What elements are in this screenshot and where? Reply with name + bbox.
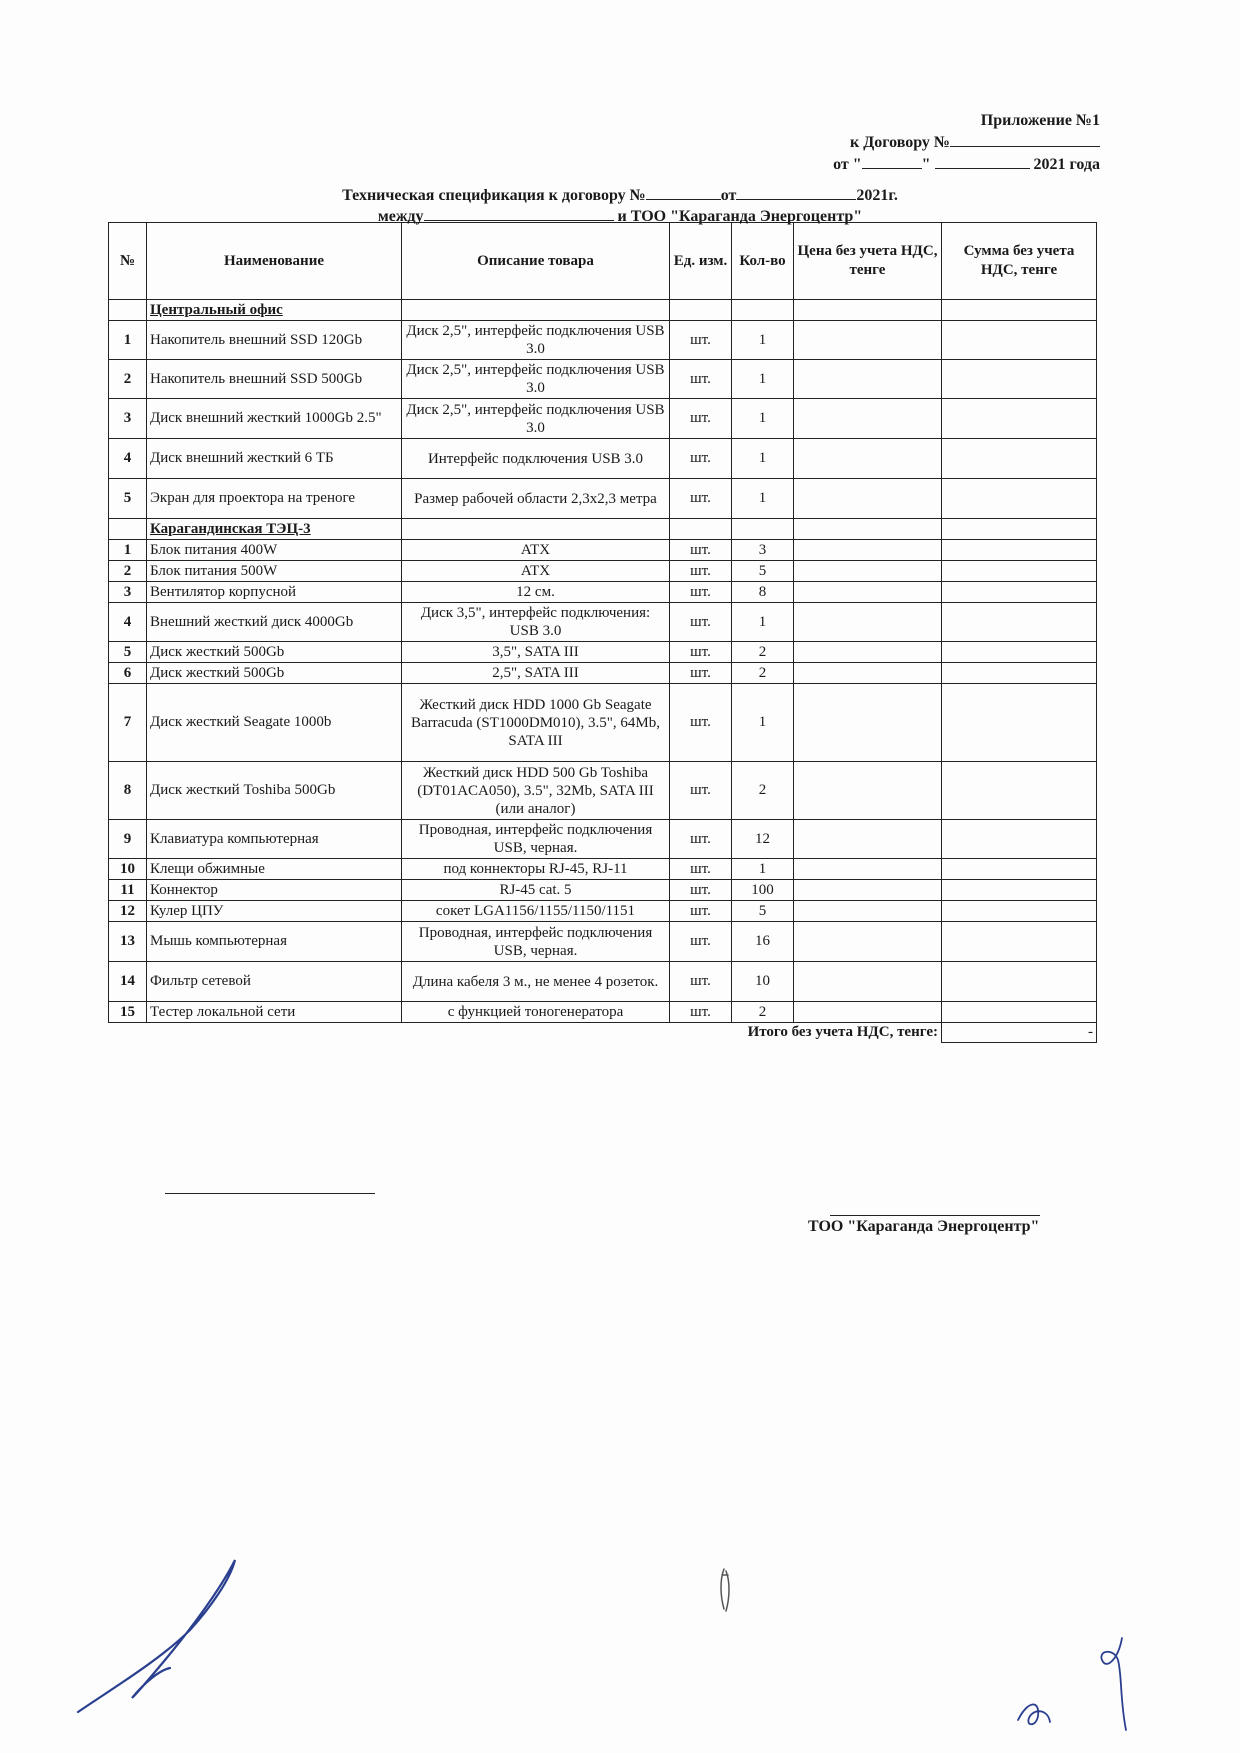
item-description: Диск 2,5", интерфейс подключения USB 3.0 <box>402 360 670 399</box>
item-name: Фильтр сетевой <box>147 962 402 1002</box>
item-price <box>794 642 942 663</box>
title-line-2: между и ТОО "Караганда Энергоцентр" <box>377 208 863 225</box>
contract-date: от " " 2021 года <box>833 156 1100 173</box>
item-sum <box>942 663 1097 684</box>
item-sum <box>942 561 1097 582</box>
row-number: 2 <box>109 360 147 399</box>
item-sum <box>942 642 1097 663</box>
table-row <box>109 399 1097 439</box>
item-name: Клавиатура компьютерная <box>147 820 402 859</box>
item-price <box>794 684 942 762</box>
signature-company: ТОО "Караганда Энергоцентр" <box>808 1218 1040 1235</box>
row-number: 7 <box>109 684 147 762</box>
item-name: Мышь компьютерная <box>147 922 402 962</box>
item-quantity: 12 <box>732 820 794 859</box>
item-unit: шт. <box>670 603 732 642</box>
item-unit: шт. <box>670 479 732 519</box>
item-description: 3,5", SATA III <box>402 642 670 663</box>
item-sum <box>942 439 1097 479</box>
table-row <box>109 962 1097 1002</box>
table-row <box>109 820 1097 859</box>
item-name: Диск внешний жесткий 1000Gb 2.5" <box>147 399 402 439</box>
row-number: 5 <box>109 642 147 663</box>
item-quantity: 1 <box>732 603 794 642</box>
item-sum <box>942 321 1097 360</box>
item-quantity: 10 <box>732 962 794 1002</box>
item-description: ATX <box>402 561 670 582</box>
total-row <box>109 1023 1097 1043</box>
item-price <box>794 820 942 859</box>
item-quantity: 3 <box>732 540 794 561</box>
item-sum <box>942 479 1097 519</box>
item-description: под коннекторы RJ-45, RJ-11 <box>402 859 670 880</box>
item-price <box>794 321 942 360</box>
section-empty-cell <box>670 300 732 321</box>
row-number: 5 <box>109 479 147 519</box>
table-row <box>109 439 1097 479</box>
table-header-row <box>109 223 1097 300</box>
item-sum <box>942 1002 1097 1023</box>
item-name: Диск жесткий Toshiba 500Gb <box>147 762 402 820</box>
item-quantity: 2 <box>732 762 794 820</box>
section-num-cell <box>109 519 147 540</box>
item-name: Вентилятор корпусной <box>147 582 402 603</box>
row-number: 3 <box>109 582 147 603</box>
item-quantity: 2 <box>732 642 794 663</box>
contract-reference: к Договору № <box>833 132 1100 154</box>
item-price <box>794 1002 942 1023</box>
item-quantity: 1 <box>732 479 794 519</box>
item-sum <box>942 360 1097 399</box>
initial-mark-center <box>710 1565 740 1615</box>
section-row <box>109 519 1097 540</box>
title-line-1: Техническая спецификация к договору № от 2021г. <box>342 187 898 204</box>
item-unit: шт. <box>670 762 732 820</box>
date-month-blank <box>935 154 1030 169</box>
section-title: Карагандинская ТЭЦ-3 <box>147 519 402 540</box>
item-quantity: 2 <box>732 663 794 684</box>
item-name: Тестер локальной сети <box>147 1002 402 1023</box>
col-header-desc: Описание товара <box>402 223 670 300</box>
item-unit: шт. <box>670 582 732 603</box>
item-name: Кулер ЦПУ <box>147 901 402 922</box>
item-unit: шт. <box>670 1002 732 1023</box>
item-description: с функцией тоногенератора <box>402 1002 670 1023</box>
item-description: сокет LGA1156/1155/1150/1151 <box>402 901 670 922</box>
item-description: Диск 3,5", интерфейс подключения: USB 3.0 <box>402 603 670 642</box>
signature-line-left <box>165 1193 375 1194</box>
row-number: 13 <box>109 922 147 962</box>
row-number: 3 <box>109 399 147 439</box>
row-number: 12 <box>109 901 147 922</box>
signature-scribble-left <box>70 1550 250 1720</box>
item-sum <box>942 901 1097 922</box>
item-sum <box>942 859 1097 880</box>
contract-number-blank <box>950 132 1100 147</box>
section-row <box>109 300 1097 321</box>
col-header-qty: Кол-во <box>732 223 794 300</box>
item-price <box>794 962 942 1002</box>
item-description: RJ-45 cat. 5 <box>402 880 670 901</box>
row-number: 4 <box>109 439 147 479</box>
section-empty-cell <box>402 300 670 321</box>
item-price <box>794 540 942 561</box>
section-empty-cell <box>794 519 942 540</box>
section-empty-cell <box>670 519 732 540</box>
item-sum <box>942 684 1097 762</box>
item-unit: шт. <box>670 642 732 663</box>
item-description: Длина кабеля 3 м., не менее 4 розеток. <box>402 962 670 1002</box>
table-row <box>109 859 1097 880</box>
item-quantity: 100 <box>732 880 794 901</box>
item-quantity: 8 <box>732 582 794 603</box>
item-name: Блок питания 400W <box>147 540 402 561</box>
item-unit: шт. <box>670 820 732 859</box>
item-name: Диск жесткий 500Gb <box>147 642 402 663</box>
table-row <box>109 762 1097 820</box>
row-number: 1 <box>109 540 147 561</box>
specification-table <box>108 222 1097 1043</box>
table-row <box>109 540 1097 561</box>
table-row <box>109 642 1097 663</box>
item-name: Блок питания 500W <box>147 561 402 582</box>
item-sum <box>942 540 1097 561</box>
col-header-sum: Сумма без учета НДС, тенге <box>942 223 1097 300</box>
row-number: 10 <box>109 859 147 880</box>
table-row <box>109 603 1097 642</box>
row-number: 8 <box>109 762 147 820</box>
item-quantity: 1 <box>732 684 794 762</box>
item-description: Жесткий диск HDD 500 Gb Toshiba (DT01ACA050), 3.5", 32Mb, SATA III (или аналог) <box>402 762 670 820</box>
item-unit: шт. <box>670 962 732 1002</box>
table-row <box>109 321 1097 360</box>
col-header-price: Цена без учета НДС, тенге <box>794 223 942 300</box>
document-title <box>240 185 1000 227</box>
item-price <box>794 439 942 479</box>
section-empty-cell <box>794 300 942 321</box>
appendix-header <box>833 110 1100 176</box>
item-name: Диск внешний жесткий 6 ТБ <box>147 439 402 479</box>
item-price <box>794 399 942 439</box>
item-name: Диск жесткий Seagate 1000b <box>147 684 402 762</box>
item-price <box>794 762 942 820</box>
total-value: - <box>942 1023 1097 1043</box>
table-row <box>109 663 1097 684</box>
item-unit: шт. <box>670 399 732 439</box>
date-day-blank <box>862 154 922 169</box>
table-row <box>109 582 1097 603</box>
item-quantity: 1 <box>732 399 794 439</box>
table-row <box>109 684 1097 762</box>
item-description: Диск 2,5", интерфейс подключения USB 3.0 <box>402 321 670 360</box>
item-unit: шт. <box>670 663 732 684</box>
table-body <box>109 300 1097 1023</box>
initials-scribble-right <box>1010 1630 1170 1740</box>
item-description: 2,5", SATA III <box>402 663 670 684</box>
item-quantity: 5 <box>732 901 794 922</box>
signature-line-right <box>830 1215 1040 1216</box>
row-number: 1 <box>109 321 147 360</box>
item-quantity: 1 <box>732 360 794 399</box>
table-row <box>109 561 1097 582</box>
item-quantity: 2 <box>732 1002 794 1023</box>
item-sum <box>942 603 1097 642</box>
item-name: Экран для проектора на треноге <box>147 479 402 519</box>
section-empty-cell <box>942 519 1097 540</box>
item-price <box>794 582 942 603</box>
row-number: 6 <box>109 663 147 684</box>
item-price <box>794 360 942 399</box>
item-description: Диск 2,5", интерфейс подключения USB 3.0 <box>402 399 670 439</box>
item-price <box>794 663 942 684</box>
item-sum <box>942 880 1097 901</box>
item-sum <box>942 962 1097 1002</box>
row-number: 11 <box>109 880 147 901</box>
item-sum <box>942 399 1097 439</box>
item-price <box>794 479 942 519</box>
col-header-num: № <box>109 223 147 300</box>
row-number: 9 <box>109 820 147 859</box>
section-empty-cell <box>732 519 794 540</box>
item-unit: шт. <box>670 439 732 479</box>
col-header-unit: Ед. изм. <box>670 223 732 300</box>
item-name: Накопитель внешний SSD 120Gb <box>147 321 402 360</box>
item-name: Внешний жесткий диск 4000Gb <box>147 603 402 642</box>
item-name: Клещи обжимные <box>147 859 402 880</box>
item-quantity: 1 <box>732 439 794 479</box>
item-unit: шт. <box>670 901 732 922</box>
table-row <box>109 922 1097 962</box>
item-sum <box>942 820 1097 859</box>
item-description: 12 см. <box>402 582 670 603</box>
item-unit: шт. <box>670 922 732 962</box>
item-quantity: 5 <box>732 561 794 582</box>
section-title: Центральный офис <box>147 300 402 321</box>
table-row <box>109 360 1097 399</box>
col-header-name: Наименование <box>147 223 402 300</box>
table-row <box>109 1002 1097 1023</box>
appendix-number: Приложение №1 <box>980 112 1100 129</box>
item-unit: шт. <box>670 321 732 360</box>
section-empty-cell <box>732 300 794 321</box>
item-price <box>794 561 942 582</box>
item-description: Интерфейс подключения USB 3.0 <box>402 439 670 479</box>
section-empty-cell <box>402 519 670 540</box>
item-description: Размер рабочей области 2,3х2,3 метра <box>402 479 670 519</box>
item-unit: шт. <box>670 561 732 582</box>
item-name: Диск жесткий 500Gb <box>147 663 402 684</box>
item-unit: шт. <box>670 880 732 901</box>
table-row <box>109 901 1097 922</box>
item-description: Жесткий диск HDD 1000 Gb Seagate Barracuda (ST1000DM010), 3.5", 64Mb, SATA III <box>402 684 670 762</box>
item-price <box>794 880 942 901</box>
item-sum <box>942 762 1097 820</box>
section-num-cell <box>109 300 147 321</box>
item-unit: шт. <box>670 360 732 399</box>
row-number: 2 <box>109 561 147 582</box>
item-price <box>794 603 942 642</box>
table-row <box>109 880 1097 901</box>
row-number: 14 <box>109 962 147 1002</box>
item-sum <box>942 922 1097 962</box>
table-row <box>109 479 1097 519</box>
item-quantity: 1 <box>732 859 794 880</box>
total-label: Итого без учета НДС, тенге: <box>109 1023 942 1043</box>
item-name: Накопитель внешний SSD 500Gb <box>147 360 402 399</box>
row-number: 15 <box>109 1002 147 1023</box>
item-sum <box>942 582 1097 603</box>
row-number: 4 <box>109 603 147 642</box>
item-description: Проводная, интерфейс подключения USB, черная. <box>402 820 670 859</box>
item-price <box>794 901 942 922</box>
item-unit: шт. <box>670 684 732 762</box>
item-price <box>794 922 942 962</box>
item-unit: шт. <box>670 859 732 880</box>
item-description: ATX <box>402 540 670 561</box>
item-unit: шт. <box>670 540 732 561</box>
section-empty-cell <box>942 300 1097 321</box>
item-description: Проводная, интерфейс подключения USB, черная. <box>402 922 670 962</box>
item-price <box>794 859 942 880</box>
item-name: Коннектор <box>147 880 402 901</box>
item-quantity: 1 <box>732 321 794 360</box>
item-quantity: 16 <box>732 922 794 962</box>
